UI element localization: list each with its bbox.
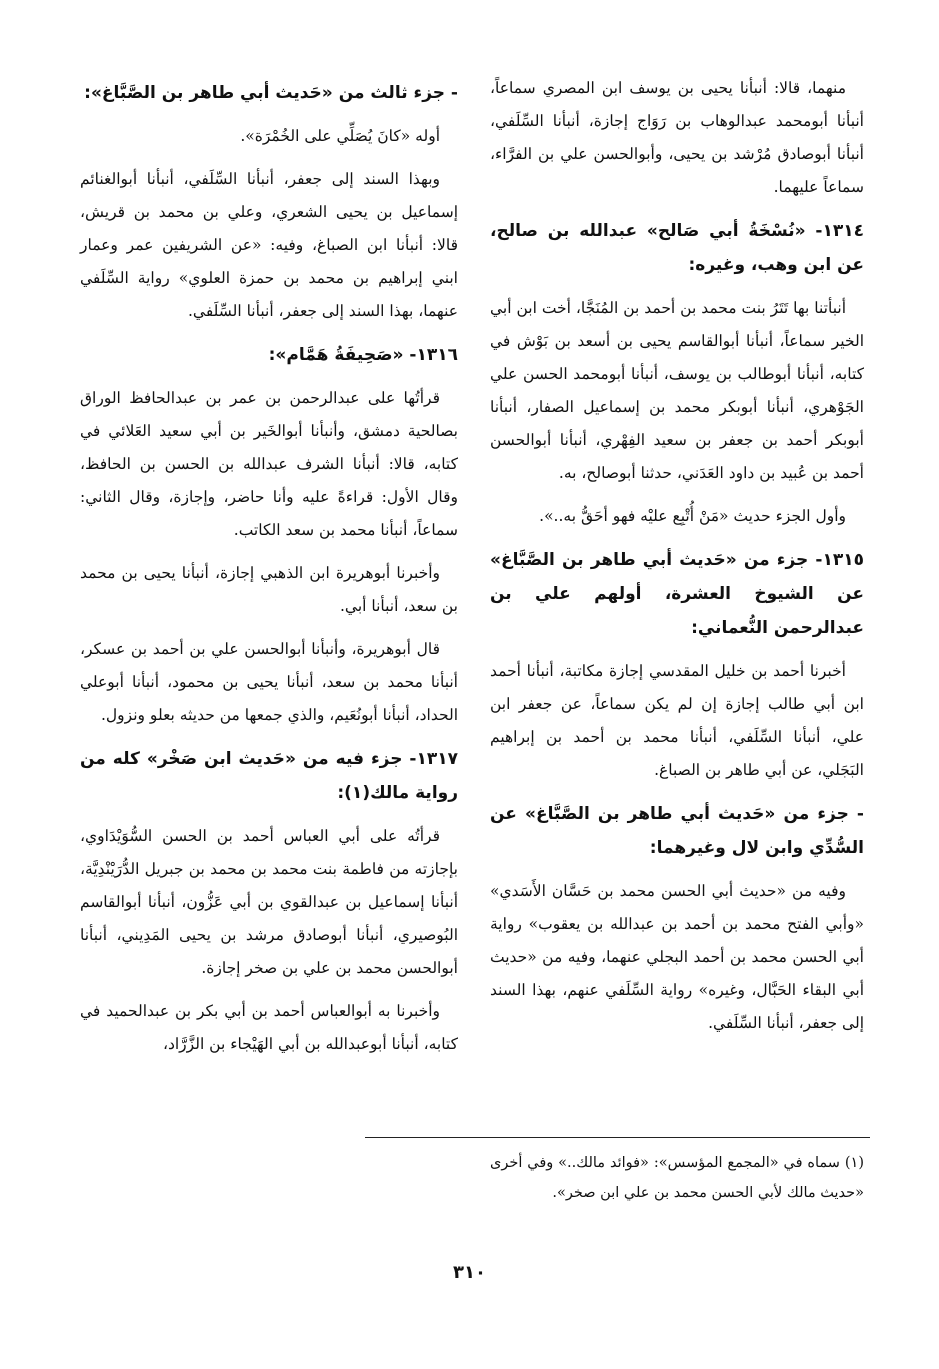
sub-entry-heading: - جزء من «حَديث أبي طاهر بن الصَّبَّاغ» عن السُّدِّي وابن لال وغيرهما:: [490, 804, 864, 858]
left-column: [80, 72, 458, 1071]
sub-entry-heading: - جزء ثالث من «حَديث أبي طاهر بن الصَّبَّاغ»:: [84, 83, 458, 103]
footnote: [490, 1148, 864, 1208]
paragraph: منهما، قالا: أنبأنا يحيى بن يوسف ابن المصري سماعاً، أنبأنا أبومحمد عبدالوهاب بن رَوَاج إجازة، أنبأنا السِّلَفي، أنبأنا أبوصادق مُرْشد بن يحيى، وأبوالحسن علي بن الفرَّاء، سماعاً عليهما.: [490, 79, 864, 196]
footnote-marker: (١): [844, 1155, 864, 1171]
entry-heading-1316: ١٣١٦- «صَحِيفَةُ هَمَّام»:: [268, 345, 458, 365]
page-number: ٣١٠: [453, 1262, 486, 1283]
paragraph: وبهذا السند إلى جعفر، أنبأنا السِّلَفي، أنبأنا أبوالغنائم إسماعيل بن يحيى الشعري، وعلي بن محمد بن قريش، قالا: أنبأنا ابن الصباغ، وفيه: «عن الشريفين عمر وعمار ابني إبراهيم بن محمد بن حمزة العلوي» رواية السِّلَفي عنهما، بهذا السند إلى جعفر، أنبأنا السِّلَفي.: [80, 170, 458, 320]
paragraph: قال أبوهريرة، وأنبأنا أبوالحسن علي بن أحمد بن عسكر، أنبأنا محمد بن سعد، أنبأنا يحيى بن محمود، أنبأنا أبوعلي الحداد، أنبأنا أبونُعَيم، والذي جمعها من حديثه بعلو ونزول.: [80, 640, 458, 724]
footnote-text: سماه في «المجمع المؤسس»: «فوائد مالك..» وفي أخرى «حديث مالك لأبي الحسن محمد بن علي ابن صخر».: [490, 1155, 864, 1201]
paragraph: قرأتُها على عبدالرحمن بن عمر بن عبدالحافظ الوراق بصالحية دمشق، وأنبأنا أبوالخَير بن أبي سعيد العَلائي في كتابه، قالا: أنبأنا الشرف عبدالله بن الحسن بن الحافظ، وقال الأول: قراءةً عليه وأنا حاضر، وإجازة، وقال الثاني: سماعاً، أنبأنا محمد بن سعد الكاتب.: [80, 389, 458, 539]
entry-heading-1315: ١٣١٥- جزء من «حَديث أبي طاهر بن الصَّبَّاغ» عن الشيوخ العشرة، أولهم علي بن عبدالرحمن النُّعماني:: [490, 550, 864, 638]
footnote-divider: [365, 1137, 870, 1138]
paragraph: وفيه من «حديث أبي الحسن محمد بن حَسَّان الأَسَدي» «وأبي الفتح محمد بن أحمد بن عبدالله بن يعقوب» رواية أبي الحسن محمد بن أحمد البجلي عنهما، وفيه من «حديث أبي البقاء الحَبَّال، وغيره» رواية السِّلَفي عنهم، بهذا السند إلى جعفر، أنبأنا السِّلَفي.: [490, 882, 864, 1032]
paragraph: أنبأتنا بها تَتَرُ بنت محمد بن أحمد بن المُنَجَّا، أخت ابن أبي الخير سماعاً، أنبأنا أبوالقاسم يحيى بن أسعد بن بَوْش في كتابه، أنبأنا أبوطالب بن يوسف، أنبأنا أبومحمد الحسن علي الجَوْهري، أنبأنا أبوبكر محمد بن إسماعيل الصفار، أنبأنا أبوبكر أحمد بن جعفر بن سعيد الفِهْري، أنبأنا أبوالحسن أحمد بن عُبيد بن داود العَدَني، حدثنا أبوصالح، به.: [490, 299, 864, 482]
paragraph: أوله «كانَ يُصَلِّي على الخُمْرَة».: [240, 127, 440, 145]
paragraph: قرأتُه على أبي العباس أحمد بن الحسن السُّوَيْدَاوي، بإجازته من فاطمة بنت محمد بن محمد بن جبريل الدُّرَيْنْدِيَّة، أنبأنا إسماعيل بن عبدالقوي بن أبي عَزُّون، أنبأنا أبوالقاسم البُوصيري، أنبأنا أبوصادق مرشد بن يحيى المَدِيني، أنبأنا أبوالحسن محمد بن علي بن صخر إجازة.: [80, 827, 458, 977]
entry-heading-1314: ١٣١٤- «نُسْخَةُ أبي صَالح» عبدالله بن صالح، عن ابن وهب، وغيره:: [490, 221, 864, 275]
paragraph: وأخبرنا به أبوالعباس أحمد بن أبي بكر بن عبدالحميد في كتابه، أنبأنا أبوعبدالله بن أبي الهَيْجاء بن الزَّرَّاد،: [80, 1002, 458, 1053]
right-column: [490, 72, 864, 1050]
paragraph: وأول الجزء حديث «مَنْ أُتْبِع عليْه فهو أحَقُّ به..».: [539, 507, 846, 525]
paragraph: وأخبرنا أبوهريرة ابن الذهبي إجازة، أنبأنا يحيى بن محمد بن سعد، أنبأنا أبي.: [80, 564, 458, 615]
entry-heading-1317: ١٣١٧- جزء فيه من «حَديث ابن صَخْر» كله من رواية مالك(١):: [80, 749, 458, 803]
paragraph: أخبرنا أحمد بن خليل المقدسي إجازة مكاتبة، أنبأنا أحمد ابن أبي طالب إجازة إن لم يكن سماعاً، عن جعفر ابن علي، أنبأنا السِّلَفي، أنبأنا محمد بن أحمد بن إبراهيم البَجَلي، عن أبي طاهر بن الصباغ.: [490, 662, 864, 779]
